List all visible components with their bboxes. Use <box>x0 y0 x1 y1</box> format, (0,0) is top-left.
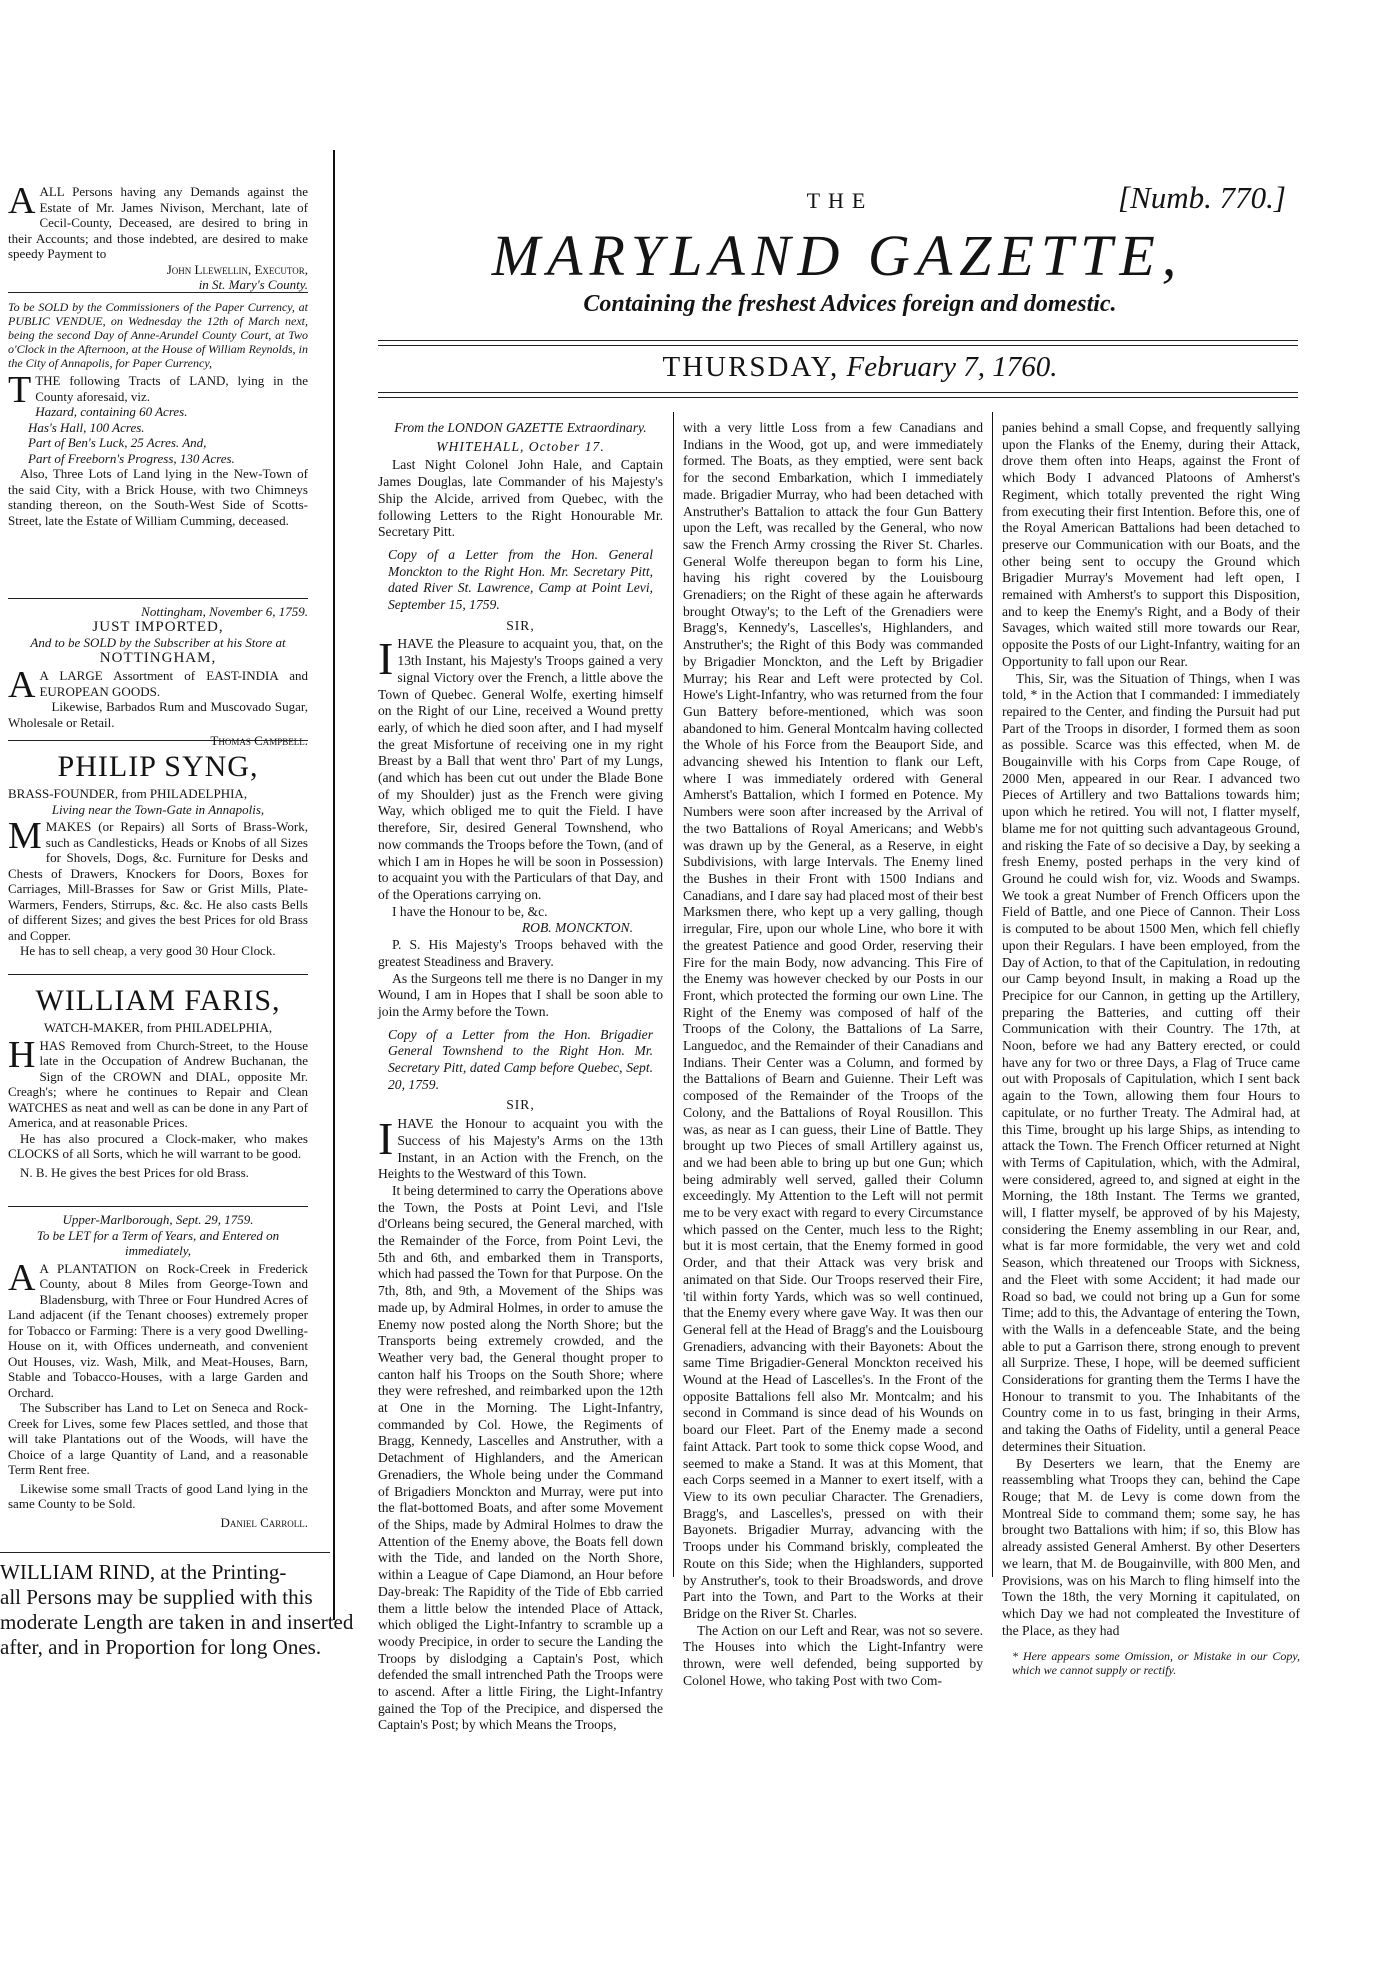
masthead-rule <box>378 397 1298 398</box>
salutation: SIR, <box>506 617 535 633</box>
previous-page-strip <box>0 180 330 1530</box>
ad-plantation-dateline: Upper-Marlborough, Sept. 29, 1759. <box>62 1212 254 1227</box>
article-paragraph: By Deserters we learn, that the Enemy are reassembling what Troops they can, behind the Cape Rouge; that M. de Levy is come down from the Montreal Side to command them; some say, he has brought two Battalions with him; if so, this Blow has already assisted General Amherst. By other Deserters we learn, that M. de Bougainville, with 800 Men, and Provisions, was on his March to fling himself into the Town the 18th, the very Morning it capitulated, on which Day we had not compleated the Investiture of the Place, as they had <box>1002 1455 1300 1638</box>
ad-plantation-head: To be LET for a Term of Years, and Entered on immediately, <box>36 1227 280 1258</box>
newspaper-title: MARYLAND GAZETTE, <box>491 223 1184 288</box>
article-paragraph: P. S. His Majesty's Troops behaved with the greatest Steadiness and Bravery. <box>378 937 663 969</box>
divider <box>8 740 308 741</box>
divider <box>8 598 308 599</box>
printer-notice-line: after, and in Proportion for long Ones. <box>0 1635 322 1659</box>
ad-land-item: Has's Hall, 100 Acres. <box>28 419 145 435</box>
ad-nivison-place: in St. Mary's County. <box>198 277 308 292</box>
ad-nottingham-text: A LARGE Assortment of EAST-INDIA and EUROPEAN GOODS. <box>39 668 308 699</box>
page-fold-rule <box>333 150 335 1620</box>
ad-land-item: Hazard, containing 60 Acres. <box>35 404 188 419</box>
ad-land-item: Part of Freeborn's Progress, 130 Acres. <box>28 450 235 466</box>
ad-syng-text: MAKES (or Repairs) all Sorts of Brass-Work, such as Candlesticks, Heads or Knobs of all Sizes for Shovels, Dogs, &c. Furniture for Desks and Chests of Drawers, Knockers for Doors, Boxes for Carriages, Mill-Brasses for Saw or Grist Mills, Plate-Warmers, Fenders, Stirrups, &c. &c. He also casts Bells of different Sizes; and gives the best Prices for old Brass and Copper. <box>8 819 308 943</box>
ad-land-tail: Also, Three Lots of Land lying in the New-Town of the said City, with a Brick House, with two Chimneys standing thereon, on the South-West Side of Scotts-Street, late the Estate of William Cumming, deceased. <box>8 466 308 528</box>
signature: ROB. MONCKTON. <box>521 920 633 936</box>
newspaper-subtitle: Containing the freshest Advices foreign and domestic. <box>583 291 1117 317</box>
ad-nottingham-head2: And to be SOLD by the Subscriber at his Store at <box>30 635 286 650</box>
article-paragraph: It being determined to carry the Operations above the Town, the Posts at Point Levi, and l'Isle d'Orleans being secured, the General marched, with the Remainder of the Force, from Point Levi, the 5th and 6th, and embarked them in Transports, which had passed the Town for that Purpose. On the 7th, 8th, and 9th, a Movement of the Ships was made up, by Admiral Holmes, in order to amuse the Enemy now posted along the North Shore; but the Transports being extremely crowded, and the Weather very bad, the General thought proper to canton half his Troops on the South Shore; where they were refreshed, and reimbarked upon the 12th at One in the Morning. The Light-Infantry, commanded by Col. Howe, the Regiments of Bragg, Kennedy, Lascelles and Anstruther, with a Detachment of Highlanders, and the American Grenadiers, the Whole being under the Command of Brigadiers Monckton and Murray, were put into the flat-bottomed Boats, and after some Movement of the Ships, made by Admiral Holmes to draw the Attention of the Enemy above, the Boats fell down with the Tide, and landed on the North Shore, within a League of Cape Diamond, an Hour before Day-break: The Rapidity of the Tide of Ebb carried them a little below the intended Place of Attack, which obliged the Light-Infantry to scramble up a woody Precipice, in order to secure the Landing the Troops by dislodging a Captain's Post, which defended the small intrenched Path the Troops were to ascend. After a little Firing, the Light-Infantry gained the Top of the Precipice, and dispersed the Captain's Post; by which Means the Troops, <box>378 1182 663 1733</box>
dateline <box>560 351 1160 384</box>
ad-plantation-text2: The Subscriber has Land to Let on Seneca and Rock-Creek for Lives, some few Places settled, and those that will take Plantations out of the Woods, will have the Choice of a large Quantity of Land, and a reasonable Term Rent free. <box>8 1400 308 1477</box>
ad-land-intro: To be SOLD by the Commissioners of the Paper Currency, at PUBLIC VENDUE, on Wednesday the 12th of March next, being the second Day of Anne-Arundel County Court, at Two o'Clock in the Afternoon, at the House of William Reynolds, in the City of Annapolis, for Paper Currency, <box>8 300 308 370</box>
divider <box>8 292 308 293</box>
column-rule <box>992 412 993 1577</box>
article-paragraph: I have the Honour to be, &c. <box>392 903 548 919</box>
article-paragraph: IHAVE the Pleasure to acquaint you, that, on the 13th Instant, his Majesty's Troops gained a very signal Victory over the French, a little above the Town of Quebec. General Wolfe, exerting himself on the Right of our Line, received a Wound pretty early, of which he died soon after, and I had myself the great Misfortune of receiving one in my right Breast by a Ball that went thro' Part of my Lungs, (and which has been cut out under the Blade Bone of my Shoulder) just as the French were giving Way, which obliged me to quit the Field. I have therefore, Sir, desired General Townshend, who now commands the Troops before the Town, (and of which I am in Hopes he will be soon in Possession) to acquaint you with the Particulars of that Day, and of the Operations carrying on. <box>378 633 663 902</box>
column-rule <box>673 412 674 1577</box>
divider <box>0 1552 330 1553</box>
article-paragraph: IHAVE the Honour to acquaint you with the Success of his Majesty's Arms on the 13th Instant, in an Action with the French, on the Heights to the Westward of this Town. <box>378 1113 663 1182</box>
printer-notice-line: WILLIAM RIND, at the Printing- <box>0 1560 287 1584</box>
masthead-rule <box>378 392 1298 393</box>
ad-land-vendue: To be SOLD by the Commissioners of the Paper Currency, at PUBLIC VENDUE, on Wednesday the 12th of March next, being the second Day of Anne-Arundel County Court, at Two o'Clock in the Afternoon, at the House of William Reynolds, in the City of Annapolis, for Paper Currency, TTHE following Tracts of LAND, lying in the County aforesaid, viz. Hazard, containing 60 Acres. Has's Hall, 100 Acres. Part of Ben's Luck, 25 Acres. And, Part of Freeborn's Progress, 130 Acres. Also, Three Lots of Land lying in the New-Town of the said City, with a Brick House, with two Chimneys standing thereon, on the South-West Side of Scotts-Street, late the Estate of William Cumming, deceased. <box>8 300 308 528</box>
ad-syng-name: PHILIP SYNG, <box>57 750 259 783</box>
article-column-2 <box>683 420 983 1689</box>
ad-nivison-estate: AALL Persons having any Demands against the Estate of Mr. James Nivison, Merchant, late of Cecil-County, Deceased, are desired to bring in their Accounts; and those indebted, are desired to make speedy Payment to John Llewellin, Executor, in St. Mary's County. <box>8 180 308 292</box>
dateline-date: February 7, 1760. <box>846 351 1058 383</box>
ad-nivison-signature: John Llewellin, Executor, <box>166 261 308 277</box>
ad-faris-text3: N. B. He gives the best Prices for old Brass. <box>20 1164 249 1180</box>
ad-land-item: Part of Ben's Luck, 25 Acres. And, <box>28 435 207 450</box>
salutation: SIR, <box>506 1097 535 1113</box>
ad-syng-living: Living near the Town-Gate in Annapolis, <box>51 801 265 817</box>
article-column-1 <box>378 420 663 1734</box>
masthead-the: THE <box>806 188 874 213</box>
article-paragraph: panies behind a small Copse, and frequently sallying upon the Flanks of the Enemy, during their Attack, drove them often into Heaps, against the Front of which Body I advanced Platoons of Amherst's Regiment, which totally prevented the right Wing from executing their first Intention. Before this, one of the Royal American Battalions had been detached to preserve our Communication with our Boats, and the other being sent to occupy the Ground which Brigadier Murray's Movement had left open, I remained with Amherst's to support this Disposition, and to keep the Enemy's Right, and a Body of their Savages, which waited still more towards our Rear, opposite the Posts of our Light-Infantry, waiting for an Opportunity to fall upon our Rear. <box>1002 420 1300 669</box>
divider <box>8 974 308 975</box>
ad-faris-text: HAS Removed from Church-Street, to the House late in the Occupation of Andrew Buchanan, the Sign of the CROWN and DIAL, opposite Mr. Creagh's; where he continues to Repair and Clean WATCHES as neat and well as can be done in any Part of America, and at reasonable Prices. <box>8 1037 308 1130</box>
ad-syng-trade: BRASS-FOUNDER, from PHILADELPHIA, <box>8 786 248 801</box>
article-paragraph: As the Surgeons tell me there is no Danger in my Wound, I am in Hopes that I shall be soon able to join the Army before the Town. <box>378 970 663 1019</box>
ad-land-lead: THE following Tracts of LAND, lying in the County aforesaid, viz. <box>35 373 308 404</box>
ad-syng-text2: He has to sell cheap, a very good 30 Hour Clock. <box>20 943 276 958</box>
ad-philip-syng: PHILIP SYNG, BRASS-FOUNDER, from PHILADELPHIA, Living near the Town-Gate in Annapolis, MMAKES (or Repairs) all Sorts of Brass-Work, such as Candlesticks, Heads or Knobs of all Sizes for Shovels, Dogs, &c. Furniture for Desks and Chests of Drawers, Knockers for Doors, Boxes for Carriages, Mill-Brasses for Saw or Grist Mills, Plate-Warmers, Fenders, Stirrups, &c. &c. He also casts Bells of different Sizes; and gives the best Prices for old Brass and Copper. He has to sell cheap, a very good 30 Hour Clock. <box>8 750 308 958</box>
drop-cap: I <box>378 633 394 685</box>
article-place: WHITEHALL, October 17. <box>436 438 605 454</box>
article-source: From the LONDON GAZETTE Extraordinary. <box>394 420 647 435</box>
ad-nivison-text: ALL Persons having any Demands against the Estate of Mr. James Nivison, Merchant, late of Cecil-County, Deceased, are desired to bring in their Accounts; and those indebted, are desired to make speedy Payment to <box>8 184 308 261</box>
divider <box>8 1206 308 1207</box>
dateline-day: THURSDAY, <box>662 351 840 383</box>
printer-notice-line: all Persons may be supplied with this <box>0 1585 313 1609</box>
ad-plantation-text: A PLANTATION on Rock-Creek in Frederick County, about 8 Miles from George-Town and Bladensburg, with Three or Four Hundred Acres of Land adjacent (if the Tenant chooses) extremely proper for Tobacco or Farming: There is a very good Dwelling-House on it, with Offices underneath, and convenient Out Houses, viz. Wash, Milk, and Meat-Houses, Barn, Stable and Tobacco-Houses, with a large Garden and Orchard. <box>8 1260 308 1400</box>
ad-nottingham-signature: Thomas Campbell. <box>210 733 308 748</box>
ad-nottingham-dateline: Nottingham, November 6, 1759. <box>141 604 308 619</box>
letter-heading: Copy of a Letter from the Hon. Brigadier General Townshend to the Right Hon. Mr. Secretary Pitt, dated Camp before Quebec, Sept. 20, 1759. <box>388 1026 653 1092</box>
printer-notice-line: moderate Length are taken in and inserted <box>0 1610 354 1634</box>
ad-nottingham-place: NOTTINGHAM, <box>99 649 217 666</box>
ad-faris-text2: He has also procured a Clock-maker, who makes CLOCKS of all Sorts, which he will warrant to be good. <box>8 1130 308 1161</box>
ad-faris-name: WILLIAM FARIS, <box>35 984 281 1017</box>
ad-plantation-to-let: Upper-Marlborough, Sept. 29, 1759. To be LET for a Term of Years, and Entered on immediately, A A PLANTATION on Rock-Creek in Frederick County, about 8 Miles from George-Town and Bladensburg, with Three or Four Hundred Acres of Land adjacent (if the Tenant chooses) extremely proper for Tobacco or Farming: There is a very good Dwelling-House on it, with Offices underneath, and convenient Out Houses, viz. Wash, Milk, and Meat-Houses, Barn, Stable and Tobacco-Houses, with a large Garden and Orchard. The Subscriber has Land to Let on Seneca and Rock-Creek for Lives, some few Places settled, and those that will take Plantations out of the Woods, will have the Choice of a large Quantity of Land, and a reasonable Term Rent free. Likewise some small Tracts of good Land lying in the same County to be Sold. Daniel Carroll. <box>8 1212 308 1530</box>
ad-nottingham-goods: Nottingham, November 6, 1759. JUST IMPORTED, And to be SOLD by the Subscriber at his Store at NOTTINGHAM, A A LARGE Assortment of EAST-INDIA and EUROPEAN GOODS. Likewise, Barbados Rum and Muscovado Sugar, Wholesale or Retail. Thomas Campbell. <box>8 604 308 748</box>
ad-plantation-text3: Likewise some small Tracts of good Land lying in the same County to be Sold. <box>8 1480 308 1511</box>
drop-cap: I <box>378 1113 394 1165</box>
article-column-3 <box>1002 420 1300 1677</box>
masthead-rule <box>378 345 1298 346</box>
article-paragraph: Last Night Colonel John Hale, and Captain James Douglas, late Commander of his Majesty's Ship the Alcide, arrived from Quebec, with the following Letters to the Right Honourable Mr. Secretary Pitt. <box>378 457 663 540</box>
ad-william-faris: WILLIAM FARIS, WATCH-MAKER, from PHILADELPHIA, HHAS Removed from Church-Street, to the House late in the Occupation of Andrew Buchanan, the Sign of the CROWN and DIAL, opposite Mr. Creagh's; where he continues to Repair and Clean WATCHES as neat and well as can be done in any Part of America, and at reasonable Prices. He has also procured a Clock-maker, who makes CLOCKS of all Sorts, which he will warrant to be good. N. B. He gives the best Prices for old Brass. <box>8 984 308 1180</box>
ad-plantation-signature: Daniel Carroll. <box>220 1514 308 1530</box>
ad-nottingham-head: JUST IMPORTED, <box>92 618 224 635</box>
masthead-rule <box>378 340 1298 341</box>
article-paragraph: with a very little Loss from a few Canadians and Indians in the Wood, got up, and were immediately formed. The Boats, as they emptied, were sent back for the second Embarkation, which I immediately made. Brigadier Murray, who had been detached with Anstruther's Battalion to attack the four Gun Battery upon the Left, was recalled by the General, who now saw the French Army crossing the River St. Charles. General Wolfe thereupon began to form his Line, having his right covered by the Louisbourg Grenadiers; on the Right of these again he afterwards brought Otway's; to the Left of the Grenadiers were Bragg's, Kennedy's, Lascelles's, Highlanders, and Anstruther's; the Right of this Body was commanded by Brigadier Monckton, and the Left by Brigadier Murray; his Rear and Left were protected by Col. Howe's Light-Infantry, who was returned from the four Gun Battery before-mentioned, which was soon abandoned to him. General Montcalm having collected the Whole of his Force from the Beauport Side, and advancing shewed his Intention to flank our Left, where I was immediately ordered with General Amherst's Battalion, which I formed en Potence. My Numbers were soon after increased by the Arrival of the two Battalions of Royal Americans; and Webb's was drawn up by the General, as a Reserve, in eight Subdivisions, with large Intervals. The Enemy lined the Bushes in their Front with 1500 Indians and Canadians, and I dare say had placed most of their best Marksmen there, who kept up a very galling, though irregular, Fire, upon our whole Line, who bore it with the greatest Patience and good Order, reserving their Fire for the main Body, now advancing. This Fire of the Enemy was however checked by our Posts in our Front, which protected the forming our own Line. The Right of the Enemy was composed of half of the Troops of the Colony, the Battalions of La Sarre, Languedoc, and the Remainder of their Canadians and Indians. Their Center was a Column, and formed by the Battalions of Bearn and Guienne. Their Left was composed of the Remainder of the Troops of the Colony, and the Battalions of Royal Rousillon. This was, as near as I can guess, their Line of Battle. They brought up two Pieces of small Artillery against us, and we had been able to bring up but one Gun; which being admirably well served, galled their Column exceedingly. My Attention to the Left will not permit me to be very exact with regard to every Circumstance which passed on the Center, much less to the Right; but it is most certain, that the Enemy formed in good Order, and that their Attack was very brisk and animated on that Side. Our Troops reserved their Fire, 'til within forty Yards, which was so well continued, that the Enemy every where gave Way. It was then our General fell at the Head of Bragg's and the Louisbourg Grenadiers, advancing with their Bayonets: About the same Time Brigadier-General Monckton received his Wound at the Head of Lascelles's. In the Front of the opposite Battalions fell also Mr. Montcalm; and his second in Command is since dead of his Wounds on board our Fleet. Part of the Enemy made a second faint Attack. Part took to some thick copse Wood, and seemed to make a Stand. It was at this Moment, that each Corps seemed in a Manner to exert itself, with a View to its own peculiar Character. The Grenadiers, Bragg's, and Lascelles's, pressed on with their Bayonets. Brigadier Murray, advancing with the Troops under his Command briskly, compleated the Route on this Side; when the Highlanders, supported by Anstruther's, took to their Broadswords, and drove Part into the Town, and Part to the Works at their Bridge on the River St. Charles. <box>683 420 983 1621</box>
letter-heading: Copy of a Letter from the Hon. General Monckton to the Right Hon. Mr. Secretary Pitt, dated River St. Lawrence, Camp at Point Levi, September 15, 1759. <box>388 546 653 613</box>
ad-faris-trade: WATCH-MAKER, from PHILADELPHIA, <box>43 1020 273 1035</box>
ad-nottingham-text2: Likewise, Barbados Rum and Muscovado Sugar, Wholesale or Retail. <box>8 699 308 730</box>
article-paragraph: This, Sir, was the Situation of Things, when I was told, * in the Action that I commanded: I immediately repaired to the Center, and finding the Pursuit had put Part of the Troops in disorder, I formed them as soon as possible. Scarce was this effected, when M. de Bougainville with his Corps from Cape Rouge, of 2000 Men, appeared in our Rear. I advanced two Pieces of Artillery and two Battalions towards him; upon which he retired. You will not, I flatter myself, blame me for not quitting such advantageous Ground, and risking the Fate of so decisive a Day, by seeking a fresh Enemy, posted perhaps in the very kind of Ground he could wish for, viz. Woods and Swamps. We took a great Number of French Officers upon the Field of Battle, and one Piece of Cannon. Their Loss is computed to be about 1500 Men, which fell chiefly upon their Regulars. I have been employed, from the Day of Action, to that of the Capitulation, in redouting our Camp beyond Insult, in making a Road up the Precipice for our Cannon, in getting up the Artillery, preparing the Batteries, and cutting off their Communication with their Country. The 17th, at Noon, before we had any Battery erected, or could have any for two or three Days, a Flag of Truce came out with Proposals of Capitulation, which I sent back again to the Town, allowing them four Hours to capitulate, or no further Treaty. The Admiral had, at this Time, brought up his large Ships, as intending to attack the Town. The French Officer returned at Night with Terms of Capitulation, which, with the Admiral, were considered, agreed to, and signed at eight in the Morning, the 18th Instant. The Terms we granted, will, I flatter myself, be approved of by his Majesty, considering the Enemy assembling in our Rear, and, what is far more formidable, the very wet and cold Season, which threatened our Troops with Sickness, and the Fleet with some Accident; it had made our Road so bad, we could not bring up a Gun for some Time; add to this, the Advantage of entering the Town, with the Walls in a defenceable State, and the being able to put a Garrison there, strong enough to prevent all Surprize. These, I hope, will be deemed sufficient Considerations for granting them the Terms I have the Honour to transmit to you. The Inhabitants of the Country come in to us fast, bringing in their Arms, and taking the Oaths of Fidelity, until a general Peace determines their Situation. <box>1002 670 1300 1454</box>
article-paragraph: The Action on our Left and Rear, was not so severe. The Houses into which the Light-Infantry were thrown, were well defended, being supported by Colonel Howe, who taking Post with two Com- <box>683 1622 983 1688</box>
issue-number: [Numb. 770.] <box>1118 180 1286 215</box>
editor-footnote: * Here appears some Omission, or Mistake in our Copy, which we cannot supply or rectify. <box>1012 1649 1300 1678</box>
